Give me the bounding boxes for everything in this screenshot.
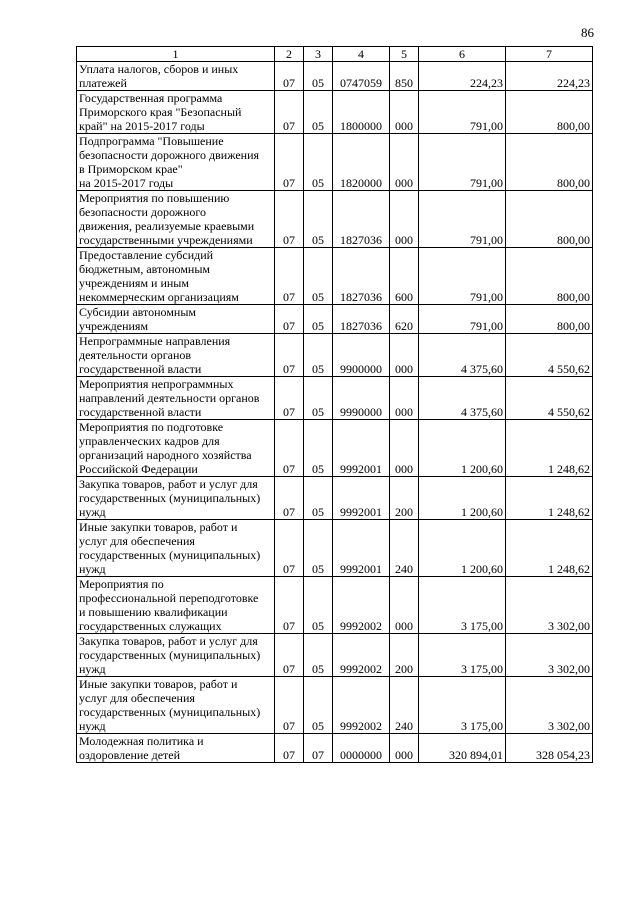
section-code-cell: 07	[275, 134, 304, 191]
amount-year-1-cell: 1 200,60	[419, 477, 506, 520]
section-code-cell: 07	[275, 377, 304, 420]
subsection-code-cell: 05	[304, 577, 333, 634]
amount-year-1-cell: 3 175,00	[419, 634, 506, 677]
target-article-code-cell: 9992001	[333, 520, 390, 577]
subsection-code-cell: 05	[304, 134, 333, 191]
item-name-line: Предоставление субсидий	[79, 248, 214, 262]
item-name-line: профессиональной переподготовке	[79, 591, 259, 605]
expense-type-code-cell: 620	[390, 305, 419, 334]
expense-type-code-cell: 000	[390, 377, 419, 420]
amount-year-1-cell: 791,00	[419, 191, 506, 248]
section-code-cell: 07	[275, 62, 304, 91]
table-body	[77, 62, 593, 763]
amount-year-1-cell: 320 894,01	[419, 734, 506, 763]
amount-year-1-cell: 1 200,60	[419, 420, 506, 477]
item-name-line: платежей	[79, 76, 127, 90]
subsection-code-cell: 05	[304, 377, 333, 420]
table-row	[77, 577, 593, 634]
section-code-cell: 07	[275, 305, 304, 334]
item-name-line: Закупка товаров, работ и услуг для	[79, 634, 258, 648]
item-name-line: государственных (муниципальных)	[79, 648, 261, 662]
expense-type-code-cell: 000	[390, 334, 419, 377]
item-name-line: услуг для обеспечения	[79, 691, 195, 705]
subsection-code-cell: 05	[304, 334, 333, 377]
item-name-line: безопасности дорожного движения	[79, 148, 260, 162]
target-article-code-cell: 1800000	[333, 91, 390, 134]
item-name-cell	[77, 677, 275, 734]
item-name-line: услуг для обеспечения	[79, 534, 195, 548]
item-name-line: нужд	[79, 662, 106, 676]
page-number: 86	[581, 25, 594, 40]
item-name-line: Уплата налогов, сборов и иных	[79, 62, 239, 76]
table-row	[77, 248, 593, 305]
expense-type-code-cell: 000	[390, 191, 419, 248]
target-article-code-cell: 9990000	[333, 377, 390, 420]
item-name-cell	[77, 305, 275, 334]
subsection-code-cell: 05	[304, 477, 333, 520]
amount-year-2-cell: 4 550,62	[506, 377, 593, 420]
table-row	[77, 377, 593, 420]
item-name-line: безопасности дорожного	[79, 205, 207, 219]
expense-type-code-cell: 000	[390, 134, 419, 191]
table-row	[77, 305, 593, 334]
subsection-code-cell: 05	[304, 91, 333, 134]
item-name-line: нужд	[79, 562, 106, 576]
amount-year-2-cell: 4 550,62	[506, 334, 593, 377]
amount-year-2-cell: 3 302,00	[506, 677, 593, 734]
amount-year-2-cell: 1 248,62	[506, 420, 593, 477]
target-article-code-cell: 1827036	[333, 191, 390, 248]
item-name-line: Государственная программа	[79, 91, 223, 105]
table-row	[77, 477, 593, 520]
item-name-line: Мероприятия по повышению	[79, 191, 230, 205]
section-code-cell: 07	[275, 520, 304, 577]
expense-type-code-cell: 850	[390, 62, 419, 91]
target-article-code-cell: 9992001	[333, 477, 390, 520]
item-name-line: в Приморском крае"	[79, 162, 183, 176]
subsection-code-cell: 05	[304, 305, 333, 334]
table-row	[77, 677, 593, 734]
expense-type-code-cell: 240	[390, 677, 419, 734]
table-row	[77, 91, 593, 134]
item-name-line: государственных (муниципальных)	[79, 491, 261, 505]
item-name-line: Мероприятия по	[79, 577, 164, 591]
item-name-line: Иные закупки товаров, работ и	[79, 520, 238, 534]
amount-year-1-cell: 791,00	[419, 305, 506, 334]
item-name-line: управленческих кадров для	[79, 434, 220, 448]
section-code-cell: 07	[275, 91, 304, 134]
item-name-line: государственных (муниципальных)	[79, 548, 261, 562]
amount-year-1-cell: 4 375,60	[419, 334, 506, 377]
item-name-line: нужд	[79, 505, 106, 519]
amount-year-2-cell: 224,23	[506, 62, 593, 91]
table-row	[77, 520, 593, 577]
target-article-code-cell: 1827036	[333, 248, 390, 305]
item-name-line: государственной власти	[79, 362, 202, 376]
section-code-cell: 07	[275, 577, 304, 634]
amount-year-2-cell: 1 248,62	[506, 477, 593, 520]
amount-year-2-cell: 1 248,62	[506, 520, 593, 577]
subsection-code-cell: 05	[304, 634, 333, 677]
amount-year-1-cell: 224,23	[419, 62, 506, 91]
table-row	[77, 62, 593, 91]
item-name-cell	[77, 734, 275, 763]
expense-type-code-cell: 240	[390, 520, 419, 577]
expense-type-code-cell: 000	[390, 577, 419, 634]
amount-year-1-cell: 791,00	[419, 248, 506, 305]
item-name-line: и повышению квалификации	[79, 605, 228, 619]
amount-year-2-cell: 3 302,00	[506, 577, 593, 634]
item-name-cell	[77, 134, 275, 191]
expense-type-code-cell: 000	[390, 91, 419, 134]
subsection-code-cell: 05	[304, 520, 333, 577]
target-article-code-cell: 0747059	[333, 62, 390, 91]
target-article-code-cell: 9992002	[333, 577, 390, 634]
item-name-cell	[77, 577, 275, 634]
item-name-line: нужд	[79, 719, 106, 733]
item-name-line: край" на 2015-2017 годы	[79, 119, 205, 133]
table-row	[77, 191, 593, 248]
table-row	[77, 134, 593, 191]
section-code-cell: 07	[275, 420, 304, 477]
section-code-cell: 07	[275, 191, 304, 248]
target-article-code-cell: 9992002	[333, 634, 390, 677]
item-name-line: государственных служащих	[79, 619, 222, 633]
subsection-code-cell: 05	[304, 248, 333, 305]
target-article-code-cell: 9992002	[333, 677, 390, 734]
item-name-line: Мероприятия непрограммных	[79, 377, 234, 391]
amount-year-2-cell: 328 054,23	[506, 734, 593, 763]
header-row	[77, 47, 593, 62]
header-col-1: 1	[77, 47, 275, 62]
item-name-line: движения, реализуемые краевыми	[79, 219, 255, 233]
item-name-cell	[77, 62, 275, 91]
target-article-code-cell: 0000000	[333, 734, 390, 763]
item-name-line: Закупка товаров, работ и услуг для	[79, 477, 258, 491]
expense-type-code-cell: 200	[390, 477, 419, 520]
section-code-cell: 07	[275, 334, 304, 377]
item-name-line: некоммерческим организациям	[79, 290, 239, 304]
header-col-3: 3	[304, 47, 333, 62]
amount-year-2-cell: 800,00	[506, 191, 593, 248]
item-name-cell	[77, 91, 275, 134]
target-article-code-cell: 1820000	[333, 134, 390, 191]
item-name-line: государственной власти	[79, 405, 202, 419]
item-name-line: оздоровление детей	[79, 748, 181, 762]
item-name-cell	[77, 634, 275, 677]
amount-year-1-cell: 4 375,60	[419, 377, 506, 420]
target-article-code-cell: 9992001	[333, 420, 390, 477]
item-name-line: Субсидии автономным	[79, 305, 196, 319]
item-name-line: бюджетным, автономным	[79, 262, 210, 276]
table-row	[77, 734, 593, 763]
item-name-line: Иные закупки товаров, работ и	[79, 677, 238, 691]
header-col-4: 4	[333, 47, 390, 62]
item-name-line: организаций народного хозяйства	[79, 448, 252, 462]
amount-year-1-cell: 791,00	[419, 134, 506, 191]
amount-year-1-cell: 1 200,60	[419, 520, 506, 577]
amount-year-2-cell: 800,00	[506, 248, 593, 305]
item-name-line: учреждениям	[79, 319, 149, 333]
item-name-line: учреждениям и иным	[79, 276, 189, 290]
table-row	[77, 634, 593, 677]
table-row	[77, 334, 593, 377]
amount-year-2-cell: 800,00	[506, 305, 593, 334]
item-name-cell	[77, 520, 275, 577]
subsection-code-cell: 05	[304, 191, 333, 248]
amount-year-2-cell: 3 302,00	[506, 634, 593, 677]
item-name-cell	[77, 248, 275, 305]
header-col-5: 5	[390, 47, 419, 62]
item-name-cell	[77, 191, 275, 248]
expense-type-code-cell: 000	[390, 734, 419, 763]
item-name-cell	[77, 377, 275, 420]
item-name-line: Приморского края "Безопасный	[79, 105, 242, 119]
subsection-code-cell: 05	[304, 62, 333, 91]
expense-type-code-cell: 000	[390, 420, 419, 477]
item-name-cell	[77, 420, 275, 477]
amount-year-1-cell: 791,00	[419, 91, 506, 134]
item-name-cell	[77, 477, 275, 520]
amount-year-2-cell: 800,00	[506, 91, 593, 134]
amount-year-2-cell: 800,00	[506, 134, 593, 191]
header-col-6: 6	[419, 47, 506, 62]
target-article-code-cell: 9900000	[333, 334, 390, 377]
section-code-cell: 07	[275, 734, 304, 763]
budget-table	[76, 46, 593, 763]
amount-year-1-cell: 3 175,00	[419, 577, 506, 634]
item-name-cell	[77, 334, 275, 377]
header-col-7: 7	[506, 47, 593, 62]
subsection-code-cell: 05	[304, 420, 333, 477]
expense-type-code-cell: 600	[390, 248, 419, 305]
target-article-code-cell: 1827036	[333, 305, 390, 334]
item-name-line: деятельности органов	[79, 348, 192, 362]
item-name-line: Молодежная политика и	[79, 734, 204, 748]
section-code-cell: 07	[275, 677, 304, 734]
subsection-code-cell: 05	[304, 677, 333, 734]
item-name-line: Непрограммные направления	[79, 334, 231, 348]
amount-year-1-cell: 3 175,00	[419, 677, 506, 734]
item-name-line: Российской Федерации	[79, 462, 198, 476]
section-code-cell: 07	[275, 477, 304, 520]
table-row	[77, 420, 593, 477]
item-name-line: государственных (муниципальных)	[79, 705, 261, 719]
item-name-line: Мероприятия по подготовке	[79, 420, 224, 434]
section-code-cell: 07	[275, 248, 304, 305]
item-name-line: Подпрограмма "Повышение	[79, 134, 224, 148]
item-name-line: направлений деятельности органов	[79, 391, 260, 405]
subsection-code-cell: 07	[304, 734, 333, 763]
expense-type-code-cell: 200	[390, 634, 419, 677]
header-col-2: 2	[275, 47, 304, 62]
item-name-line: на 2015-2017 годы	[79, 176, 174, 190]
section-code-cell: 07	[275, 634, 304, 677]
item-name-line: государственными учреждениями	[79, 233, 253, 247]
